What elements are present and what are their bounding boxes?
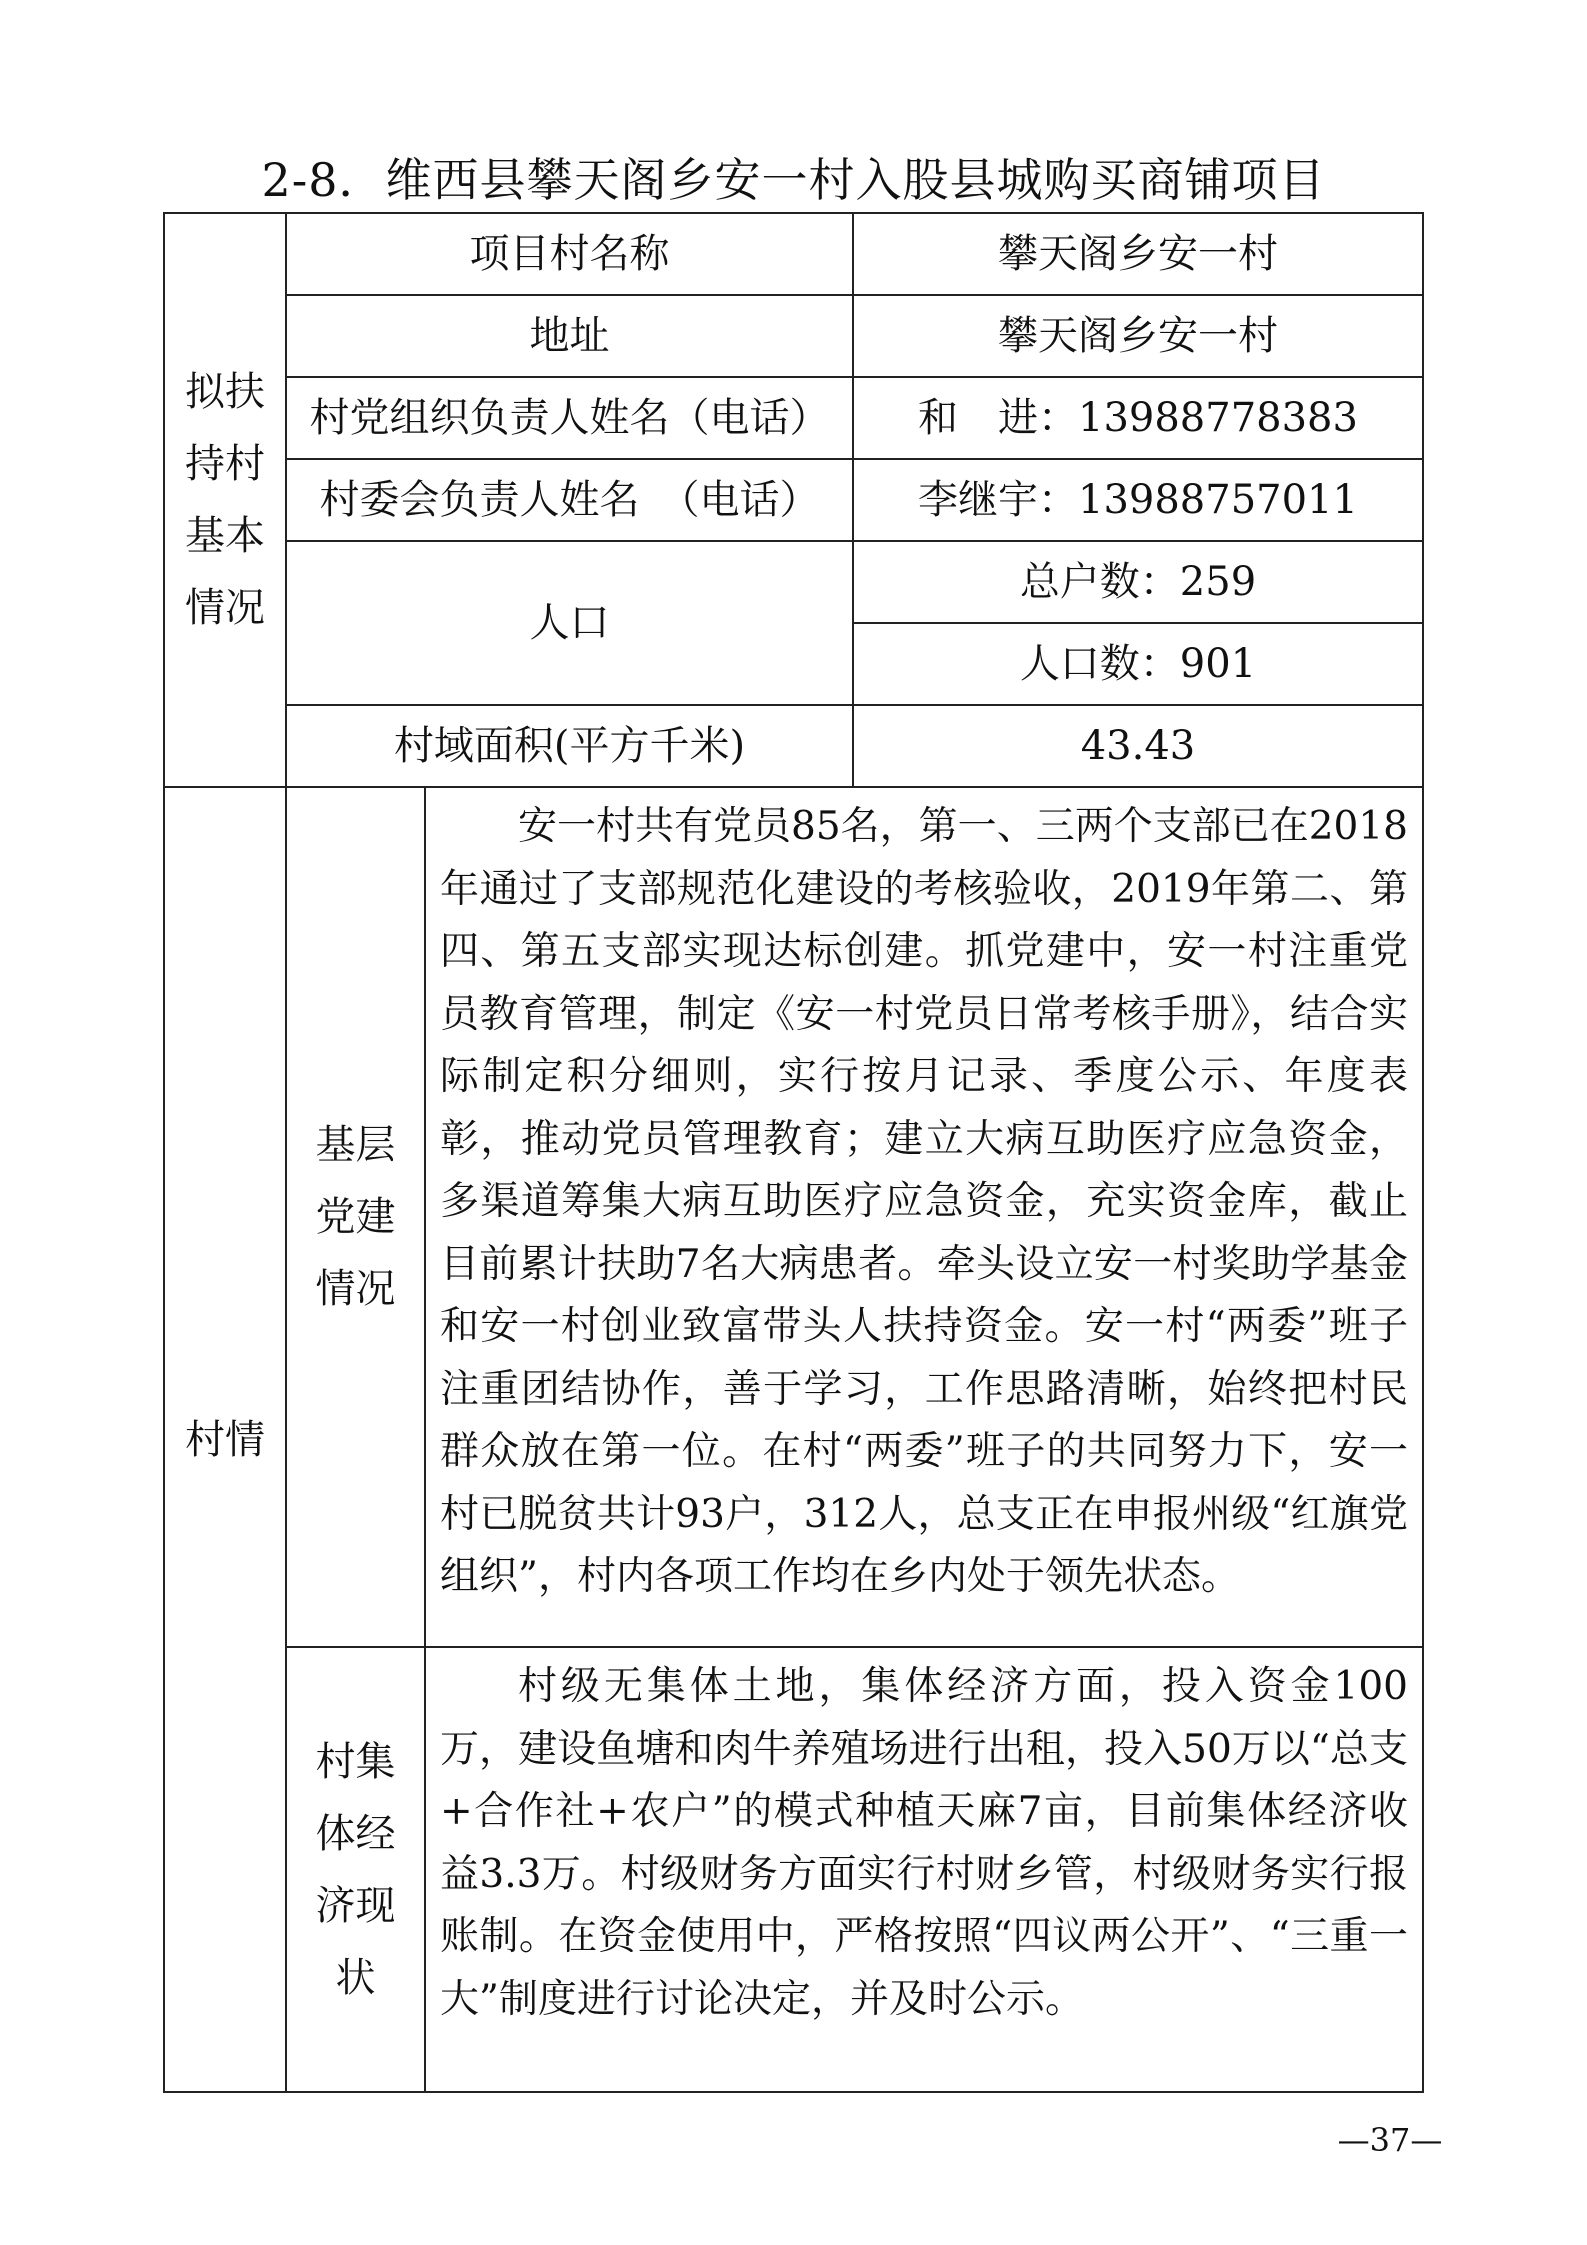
households-value: 总户数：259: [853, 541, 1423, 623]
committee-leader-label: 村委会负责人姓名 （电话）: [286, 459, 853, 541]
collective-economy-label: [286, 1647, 425, 2092]
party-leader-label: 村党组织负责人姓名（电话）: [286, 377, 853, 459]
village-section-label: 村情: [164, 787, 286, 2092]
table-row: [164, 377, 1423, 459]
project-info-table: [163, 212, 1424, 2093]
collective-economy-text: 村级无集体土地，集体经济方面，投入资金100万，建设鱼塘和肉牛养殖场进行出租，投入50万以“总支+合作社+农户”的模式种植天麻7亩，目前集体经济收益3.3万。村级财务方面实行村财乡管，村级财务实行报账制。在资金使用中，严格按照“四议两公开”、“三重一大”制度进行讨论决定，并及时公示。: [425, 1647, 1423, 2092]
table-row: [164, 213, 1423, 295]
page-number: —37—: [1337, 2121, 1443, 2159]
party-leader-value: 和 进：13988778383: [853, 377, 1423, 459]
table-row: [164, 1647, 1423, 2092]
area-value: 43.43: [853, 705, 1423, 787]
table-row: [164, 541, 1423, 623]
village-name-label: 项目村名称: [286, 213, 853, 295]
address-label: 地址: [286, 295, 853, 377]
committee-leader-value: 李继宇：13988757011: [853, 459, 1423, 541]
party-building-text: 安一村共有党员85名，第一、三两个支部已在2018年通过了支部规范化建设的考核验收，2019年第二、第四、第五支部实现达标创建。抓党建中，安一村注重党员教育管理，制定《安一村党员日常考核手册》，结合实际制定积分细则，实行按月记录、季度公示、年度表彰，推动党员管理教育；建立大病互助医疗应急资金，多渠道筹集大病互助医疗应急资金，充实资金库，截止目前累计扶助7名大病患者。牵头设立安一村奖助学基金和安一村创业致富带头人扶持资金。安一村“两委”班子注重团结协作，善于学习，工作思路清晰，始终把村民群众放在第一位。在村“两委”班子的共同努力下，安一村已脱贫共计93户，312人，总支正在申报州级“红旗党组织”，村内各项工作均在乡内处于领先状态。: [425, 787, 1423, 1647]
area-label: 村域面积(平方千米): [286, 705, 853, 787]
party-building-label-text: 基层党建情况: [315, 1122, 396, 1312]
basic-info-label-text: 拟扶持村基本情况: [185, 369, 265, 631]
table-row: [164, 787, 1423, 1647]
basic-info-section-label: [164, 213, 286, 787]
table-row: [164, 459, 1423, 541]
village-name-value: 攀天阁乡安一村: [853, 213, 1423, 295]
table-row: [164, 295, 1423, 377]
people-value: 人口数：901: [853, 623, 1423, 705]
address-value: 攀天阁乡安一村: [853, 295, 1423, 377]
table-row: [164, 705, 1423, 787]
party-building-label: [286, 787, 425, 1647]
collective-economy-label-text: 村集体经济现状: [315, 1738, 396, 2001]
population-label: 人口: [286, 541, 853, 705]
page-title: 2-8．维西县攀天阁乡安一村入股县城购买商铺项目: [261, 153, 1326, 207]
